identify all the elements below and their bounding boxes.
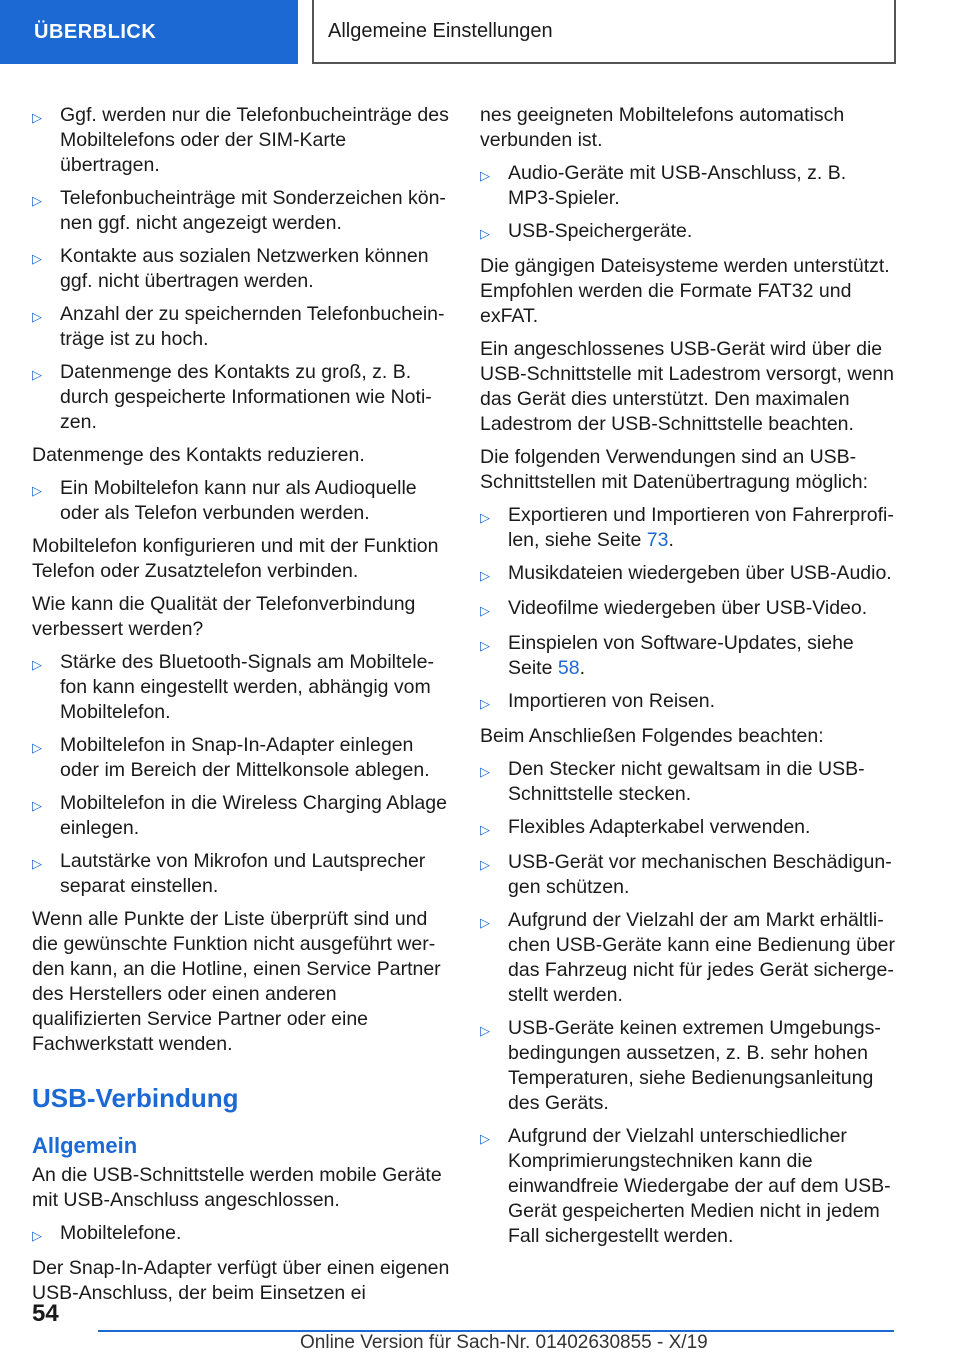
triangle-bullet-icon: ▷ bbox=[32, 193, 42, 208]
list-item: ▷ Musikdateien wiedergeben über USB-Audio. bbox=[480, 561, 898, 588]
list-item: ▷ Kontakte aus sozialen Netzwerken können ggf. nicht übertragen werden. bbox=[32, 245, 429, 292]
triangle-bullet-icon: ▷ bbox=[480, 226, 490, 241]
page-number: 54 bbox=[32, 1300, 59, 1327]
page-link-58[interactable]: 58 bbox=[557, 657, 580, 679]
page-link-73[interactable]: 73 bbox=[646, 529, 669, 551]
list-item: ▷ Mobiltelefon in die Wireless Charging Ablage einlegen. bbox=[32, 792, 447, 839]
page-title: Allgemeine Einstellungen bbox=[312, 0, 896, 64]
list-item: ▷ Aufgrund der Vielzahl unterschiedlicher Komprimierungstechniken kann die einwandfreie Wiedergabe der auf dem USB-Gerät gespeicherten Medien nicht in jedem Fall sichergestellt werden. bbox=[480, 1125, 891, 1247]
triangle-bullet-icon: ▷ bbox=[32, 798, 42, 813]
triangle-bullet-icon: ▷ bbox=[32, 367, 42, 382]
list-item-note: Mobiltelefon konfigurieren und mit der Funktion Telefon oder Zusatztelefon verbinden. bbox=[32, 535, 439, 582]
section-tab: ÜBERBLICK bbox=[0, 0, 298, 64]
triangle-bullet-icon: ▷ bbox=[32, 309, 42, 324]
triangle-bullet-icon: ▷ bbox=[480, 915, 490, 930]
triangle-bullet-icon: ▷ bbox=[32, 657, 42, 672]
triangle-bullet-icon: ▷ bbox=[480, 696, 490, 711]
subsection-heading: Allgemein bbox=[32, 1133, 138, 1158]
list-item-note: Die gängigen Dateisysteme werden unterstützt. Empfohlen werden die Formate FAT32 und exFAT. bbox=[480, 255, 890, 327]
list-item: ▷ USB-Gerät vor mechanischen Beschädigungen schützen. bbox=[480, 851, 892, 898]
body-paragraph: Ein angeschlossenes USB-Gerät wird über die USB-Schnittstelle mit Ladestrom versorgt, wenn das Gerät dies unterstützt. Den maximalen Ladestrom der USB-Schnittstelle beachten. bbox=[480, 338, 894, 435]
list-item: ▷ Den Stecker nicht gewaltsam in die USB-Schnittstelle stecken. bbox=[480, 758, 865, 805]
triangle-bullet-icon: ▷ bbox=[480, 857, 490, 872]
triangle-bullet-icon: ▷ bbox=[32, 1228, 42, 1243]
body-paragraph: Beim Anschließen Folgendes beachten: bbox=[480, 725, 824, 747]
list-item: ▷ Videofilme wiedergeben über USB-Video. bbox=[480, 596, 898, 623]
question-paragraph: Wie kann die Qualität der Telefonverbindung verbessert werden? bbox=[32, 593, 416, 640]
list-item: ▷ Lautstärke von Mikrofon und Lautsprecher separat einstellen. bbox=[32, 850, 426, 897]
triangle-bullet-icon: ▷ bbox=[480, 638, 490, 653]
triangle-bullet-icon: ▷ bbox=[480, 568, 490, 583]
triangle-bullet-icon: ▷ bbox=[480, 1023, 490, 1038]
list-item: ▷ Einspielen von Software-Updates, siehe Seite 58. bbox=[480, 632, 854, 679]
right-column bbox=[480, 103, 898, 1257]
body-paragraph: An die USB-Schnittstelle werden mobile Geräte mit USB-Anschluss angeschlossen. bbox=[32, 1164, 442, 1211]
list-item: ▷ Datenmenge des Kontakts zu groß, z. B. durch gespeicherte Informationen wie Notizen. bbox=[32, 361, 432, 433]
list-item: ▷ Anzahl der zu speichernden Telefonbucheinträge ist zu hoch. bbox=[32, 303, 445, 350]
list-item-note: Der Snap-In-Adapter verfügt über einen eigenen USB-Anschluss, der beim Einsetzen ei bbox=[32, 1257, 450, 1304]
triangle-bullet-icon: ▷ bbox=[480, 603, 490, 618]
body-paragraph: Wenn alle Punkte der Liste überprüft sind und die gewünschte Funktion nicht ausgeführt werden kann, an die Hotline, einen Service Partner des Herstellers oder einen anderen qualifizierten Service Partner oder eine Fachwerkstatt wenden. bbox=[32, 908, 441, 1055]
body-paragraph: Die folgenden Verwendungen sind an USB-Schnittstellen mit Datenübertragung möglich: bbox=[480, 446, 869, 493]
triangle-bullet-icon: ▷ bbox=[32, 856, 42, 871]
section-heading: USB-Verbindung bbox=[32, 1083, 239, 1113]
triangle-bullet-icon: ▷ bbox=[480, 1131, 490, 1146]
triangle-bullet-icon: ▷ bbox=[32, 740, 42, 755]
triangle-bullet-icon: ▷ bbox=[480, 168, 490, 183]
list-item: ▷ USB-Geräte keinen extremen Umgebungsbedingungen aussetzen, z. B. sehr hohen Temperaturen, siehe Bedienungsanleitung des Geräts. bbox=[480, 1017, 881, 1114]
triangle-bullet-icon: ▷ bbox=[32, 483, 42, 498]
triangle-bullet-icon: ▷ bbox=[32, 251, 42, 266]
footer-text: Online Version für Sach-Nr. 01402630855 - X/19 bbox=[300, 1332, 708, 1353]
list-item: ▷ Ein Mobiltelefon kann nur als Audioquelle oder als Telefon verbunden werden. bbox=[32, 477, 417, 524]
triangle-bullet-icon: ▷ bbox=[480, 822, 490, 837]
list-item: ▷ Mobiltelefon in Snap-In-Adapter einlegen oder im Bereich der Mittelkonsole ablegen. bbox=[32, 734, 430, 781]
list-item: ▷ Exportieren und Importieren von Fahrerprofilen, siehe Seite 73. bbox=[480, 504, 894, 551]
list-item: ▷ USB-Speichergeräte. bbox=[480, 219, 898, 246]
list-item: ▷ Aufgrund der Vielzahl der am Markt erhältlichen USB-Geräte kann eine Bedienung über das Fahrzeug nicht für jedes Gerät sichergestellt werden. bbox=[480, 909, 896, 1006]
list-item: ▷ Mobiltelefone. bbox=[32, 1221, 450, 1248]
triangle-bullet-icon: ▷ bbox=[480, 510, 490, 525]
triangle-bullet-icon: ▷ bbox=[480, 764, 490, 779]
list-item: ▷ Stärke des Bluetooth-Signals am Mobiltelefon kann eingestellt werden, abhängig vom Mobiltelefon. bbox=[32, 651, 434, 723]
list-item: ▷ Flexibles Adapterkabel verwenden. bbox=[480, 815, 898, 842]
left-column bbox=[32, 103, 450, 1314]
triangle-bullet-icon: ▷ bbox=[32, 110, 42, 125]
list-item-note: nes geeigneten Mobiltelefons automatisch verbunden ist. bbox=[480, 104, 845, 151]
list-item: ▷ Telefonbucheinträge mit Sonderzeichen können ggf. nicht angezeigt werden. bbox=[32, 187, 446, 234]
list-item: ▷ Ggf. werden nur die Telefonbucheinträge des Mobiltelefons oder der SIM-Karte übertragen. bbox=[32, 104, 449, 176]
list-item-note: Datenmenge des Kontakts reduzieren. bbox=[32, 444, 365, 466]
list-item: ▷ Importieren von Reisen. bbox=[480, 689, 898, 716]
list-item: ▷ Audio-Geräte mit USB-Anschluss, z. B. MP3-Spieler. bbox=[480, 162, 847, 209]
